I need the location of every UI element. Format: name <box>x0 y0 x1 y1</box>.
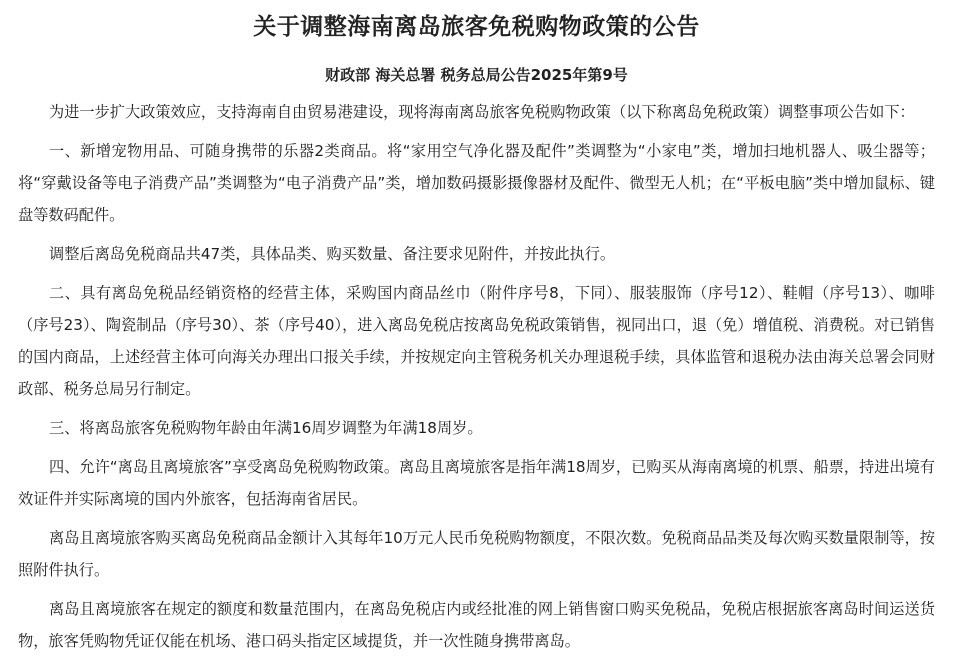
paragraph-item-2: 二、具有离岛免税品经销资格的经营主体，采购国内商品丝巾（附件序号8，下同）、服装服饰（序号12）、鞋帽（序号13）、咖啡（序号23）、陶瓷制品（序号30）、茶（序号40），进入离岛免税店按离岛免税政策销售，视同出口，退（免）增值税、消费税。对已销售的国内商品，上述经营主体可向海关办理出口报关手续，并按规定向主管税务机关办理退税手续，具体监管和退税办法由海关总署会同财政部、税务总局另行制定。 <box>18 284 935 398</box>
paragraph-item-1-followup: 调整后离岛免税商品共47类，具体品类、购买数量、备注要求见附件，并按此执行。 <box>49 245 616 263</box>
announcement-issuer-line: 财政部 海关总署 税务总局公告2025年第9号 <box>325 66 628 84</box>
paragraph-item-4: 四、允许“离岛且离境旅客”享受离岛免税购物政策。离岛且离境旅客是指年满18周岁，已购买从海南离境的机票、船票，持进出境有效证件并实际离境的国内外旅客，包括海南省居民。 <box>18 458 935 508</box>
paragraph-item-3: 三、将离岛旅客免税购物年龄由年满16周岁调整为年满18周岁。 <box>49 419 483 437</box>
paragraph-item-4-pickup: 离岛且离境旅客在规定的额度和数量范围内，在离岛免税店内或经批准的网上销售窗口购买免税品，免税店根据旅客离岛时间运送货物，旅客凭购物凭证仅能在机场、港口码头指定区域提货，并一次性随身携带离岛。 <box>18 600 935 650</box>
paragraph-item-4-quota: 离岛且离境旅客购买离岛免税商品金额计入其每年10万元人民币免税购物额度，不限次数。免税商品品类及每次购买数量限制等，按照附件执行。 <box>18 529 935 579</box>
announcement-body <box>18 96 935 657</box>
paragraph-intro: 为进一步扩大政策效应，支持海南自由贸易港建设，现将海南离岛旅客免税购物政策（以下称离岛免税政策）调整事项公告如下： <box>49 103 915 121</box>
paragraph-item-1: 一、新增宠物用品、可随身携带的乐器2类商品。将“家用空气净化器及配件”类调整为“小家电”类，增加扫地机器人、吸尘器等；将“穿戴设备等电子消费产品”类调整为“电子消费产品”类，增加数码摄影摄像器材及配件、微型无人机；在“平板电脑”类中增加鼠标、键盘等数码配件。 <box>18 142 935 224</box>
page-title: 关于调整海南离岛旅客免税购物政策的公告 <box>253 14 700 40</box>
